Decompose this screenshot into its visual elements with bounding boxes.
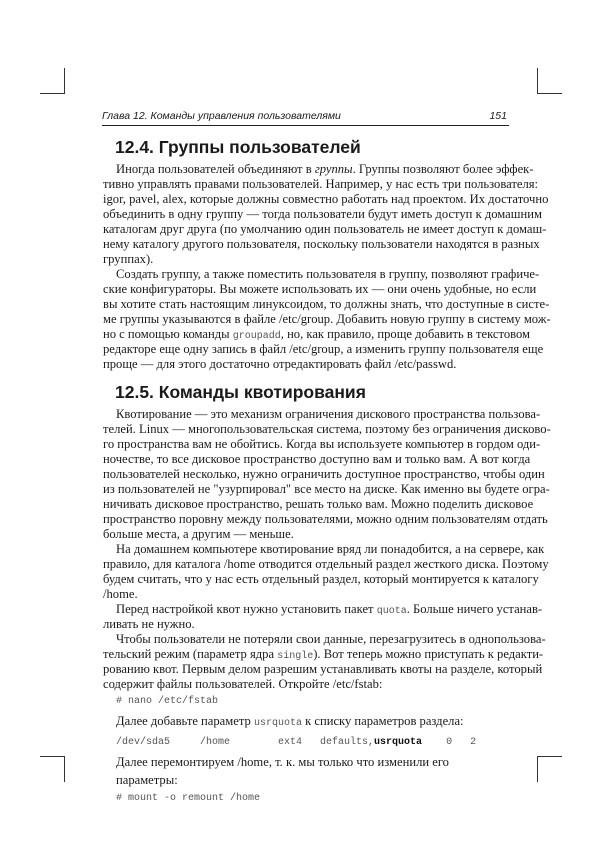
- text-run: го пространства вам не обойтись. Когда вы используете компьютер в гордом оди-: [103, 437, 541, 451]
- code-run: /dev/sda5 /home ext4 defaults,: [116, 737, 375, 748]
- code-block: [116, 735, 509, 751]
- text-line: [103, 632, 546, 647]
- text-run: телей. Linux — многопользовательская система, поэтому без ограничения дисково-: [103, 422, 551, 436]
- text-run: Перед настройкой квот нужно установить пакет: [116, 602, 377, 616]
- paragraph: [103, 542, 549, 602]
- text-run: Квотирование — это механизм ограничения дискового пространства пользова-: [116, 407, 541, 421]
- text-run: ). Вот теперь можно приступать к редакти-: [313, 647, 544, 661]
- text-line: [103, 192, 549, 207]
- crop-mark: [64, 68, 65, 94]
- text-run: Далее добавьте параметр: [116, 714, 254, 728]
- text-run: ме группы указываются в файле /etc/group. Добавить новую группу в систему мож-: [103, 312, 551, 326]
- text-run: Иногда пользователей объединяют в: [116, 162, 315, 176]
- crop-mark: [537, 68, 538, 94]
- running-header: [102, 110, 509, 126]
- crop-mark: [537, 93, 562, 94]
- paragraph: [103, 632, 546, 692]
- emphasis: группы: [314, 162, 353, 176]
- text-run: но с помощью команды: [103, 327, 233, 341]
- text-line: [103, 512, 548, 527]
- text-run: ничивать дисковое пространство, решать только вам. Можно поделить дисковое: [103, 497, 534, 511]
- code-bold: usrquota: [374, 737, 423, 748]
- text-line: [103, 312, 551, 327]
- crop-mark: [64, 756, 65, 782]
- text-line: [103, 222, 547, 237]
- text-run: будем считать, что у нас есть отдельный раздел, который монтируется к каталогу: [103, 572, 539, 586]
- text-run: Создать группу, а также поместить пользователя в группу, позволяют графиче-: [116, 267, 540, 281]
- code-run: 0 2: [422, 737, 477, 748]
- inline-code: single: [277, 651, 314, 662]
- text-line: [103, 467, 545, 482]
- paragraph: [103, 712, 509, 733]
- text-run: вы хотите стать настоящим линуксоидом, то должны знать, что доступные в систе-: [103, 297, 550, 311]
- page-number: 151: [489, 110, 507, 122]
- text-run: /home.: [103, 587, 138, 601]
- text-run: . Больше ничего устанав-: [406, 602, 543, 616]
- text-line: [103, 587, 509, 602]
- crop-mark: [537, 756, 538, 782]
- text-line: [103, 327, 531, 342]
- page-body: [103, 136, 551, 809]
- text-run: тивно управлять правами пользователей. Например, у нас есть три пользователя:: [103, 177, 539, 191]
- crop-mark: [537, 756, 562, 757]
- text-run: ские конфигураторы. Вы можете использовать их — они очень удобные, но если: [103, 282, 537, 296]
- paragraph: [103, 267, 551, 372]
- text-run: каталогам друг друга (по умолчанию один пользователь не имеет доступ к домаш-: [103, 222, 547, 236]
- paragraph: Далее перемонтируем /home, т. к. мы только что изменили его параметры:: [116, 755, 449, 787]
- crop-mark: [40, 756, 65, 757]
- text-line: [103, 252, 509, 267]
- crop-mark: [40, 93, 65, 94]
- text-line: [103, 602, 543, 617]
- text-line: [103, 452, 531, 467]
- text-run: нему каталогу другого пользователя, поскольку пользователи находятся в разных: [103, 237, 540, 251]
- paragraph: [103, 162, 549, 267]
- text-line: [103, 282, 537, 297]
- text-line: [103, 267, 540, 282]
- text-run: объединить в одну группу — тогда пользователи будут иметь доступ к домашним: [103, 207, 542, 221]
- text-line: [103, 342, 544, 357]
- section-heading: 12.5. Команды квотирования: [115, 382, 366, 402]
- text-line: [103, 437, 541, 452]
- text-run: igor, pavel, alex, которые должны совместно работать над проектом. Их достаточно: [103, 192, 549, 206]
- inline-code: usrquota: [253, 718, 302, 729]
- text-line: [103, 407, 541, 422]
- inline-code: groupadd: [232, 331, 281, 342]
- text-run: , но, как правило, проще добавить в текстовом: [280, 327, 531, 341]
- text-line: [103, 497, 534, 512]
- text-line: [103, 482, 550, 497]
- text-run: из пользователей не "узурпировал" все место на диске. Как именно вы будете огра-: [103, 482, 550, 496]
- code-block: # mount -o remount /home: [116, 793, 261, 804]
- text-line: [103, 177, 539, 192]
- text-line: [103, 542, 545, 557]
- text-run: проще — для этого достаточно отредактировать файл /etc/passwd.: [103, 357, 457, 371]
- section-heading: 12.4. Группы пользователей: [115, 137, 361, 157]
- inline-code: quota: [376, 606, 407, 617]
- text-run: группах).: [103, 252, 154, 266]
- text-run: содержит файлы пользователей. Откройте /etc/fstab:: [103, 677, 383, 691]
- code-block: # nano /etc/fstab: [116, 696, 219, 707]
- paragraph: [103, 407, 551, 542]
- text-line: [103, 572, 539, 587]
- text-line: [103, 647, 544, 662]
- text-run: пространство поровну между пользователями, можно одним пользователям отдать: [103, 512, 548, 526]
- text-run: ливать не нужно.: [103, 617, 195, 631]
- text-run: На домашнем компьютере квотирование вряд ли понадобится, а на сервере, как: [116, 542, 545, 556]
- text-run: ночестве, то все дисковое пространство доступно вам и только вам. А вот когда: [103, 452, 531, 466]
- text-line: [103, 677, 509, 692]
- text-run: Чтобы пользователи не потеряли свои данные, перезагрузитесь в однопользова-: [116, 632, 546, 646]
- paragraph: [103, 602, 543, 632]
- text-run: больше места, а другим — меньше.: [103, 527, 294, 541]
- chapter-title: Глава 12. Команды управления пользователями: [102, 110, 341, 122]
- text-line: [103, 662, 543, 677]
- text-line: [103, 557, 549, 572]
- text-run: . Группы позволяют более эффек-: [352, 162, 534, 176]
- text-run: правило, для каталога /home отводится отдельный раздел жесткого диска. Поэтому: [103, 557, 549, 571]
- text-line: [103, 237, 540, 252]
- text-line: [103, 162, 534, 177]
- text-line: [103, 527, 509, 542]
- text-run: к списку параметров раздела:: [301, 714, 464, 728]
- text-run: рованию квот. Первым делом разрешим устанавливать квоты на разделе, который: [103, 662, 543, 676]
- text-line: [103, 207, 542, 222]
- text-line: [103, 422, 551, 437]
- text-run: тельский режим (параметр ядра: [103, 647, 278, 661]
- text-line: [103, 357, 509, 372]
- text-run: пользователей несколько, нужно ограничить доступное пространство, чтобы один: [103, 467, 545, 481]
- text-run: редакторе еще одну запись в файл /etc/group, а изменить группу пользователя еще: [103, 342, 544, 356]
- text-line: [103, 297, 550, 312]
- text-line: [103, 617, 509, 632]
